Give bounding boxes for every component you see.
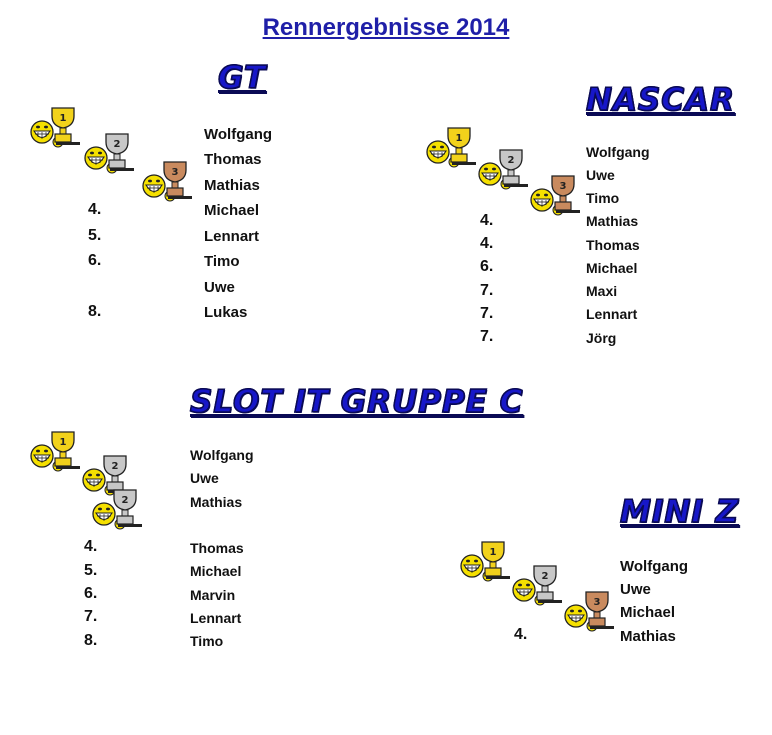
place-number: 5. — [84, 562, 98, 579]
gold-trophy-icon — [458, 538, 514, 582]
place-number: 4. — [514, 626, 528, 643]
place-number: 4. — [480, 235, 494, 252]
trophy-rank: 1 — [59, 437, 67, 448]
driver-name: Lennart — [190, 610, 242, 626]
silver-trophy-icon — [510, 562, 566, 606]
driver-name: Mathias — [204, 177, 260, 194]
section-title-mini-z: MINI Z — [620, 494, 740, 530]
gold-trophy-icon — [424, 124, 480, 168]
section-title-slot-it-gruppe-c: SLOT IT GRUPPE C — [190, 384, 524, 420]
gold-trophy-icon — [28, 428, 84, 472]
trophy-rank: 1 — [455, 133, 463, 144]
trophy-rank: 2 — [111, 461, 119, 472]
driver-name: Michael — [620, 604, 676, 621]
place-number: 8. — [84, 632, 98, 649]
driver-name: Maxi — [586, 283, 618, 299]
silver-trophy-icon — [82, 130, 138, 174]
driver-name: Mathias — [586, 213, 639, 229]
bronze-trophy-icon — [562, 588, 618, 632]
place-number: 7. — [480, 328, 494, 345]
place-number: 7. — [480, 282, 494, 299]
trophy-rank: 3 — [171, 167, 179, 178]
driver-name: Uwe — [620, 581, 651, 598]
driver-name: Lukas — [204, 304, 248, 321]
section-title-gt: GT — [218, 60, 267, 96]
section-title-nascar: NASCAR — [586, 82, 735, 118]
place-number: 4. — [84, 538, 98, 555]
trophy-rank: 1 — [59, 113, 67, 124]
driver-name: Marvin — [190, 587, 236, 603]
driver-name: Wolfgang — [204, 126, 273, 143]
driver-name: Thomas — [204, 151, 262, 168]
gold-trophy-icon — [28, 104, 84, 148]
driver-name: Thomas — [190, 540, 244, 556]
driver-name: Uwe — [190, 470, 219, 486]
driver-name: Mathias — [620, 628, 676, 645]
driver-name: Jörg — [586, 330, 617, 346]
driver-name: Timo — [204, 253, 240, 270]
place-number: 4. — [88, 201, 102, 218]
trophy-rank: 2 — [507, 155, 515, 166]
place-number: 6. — [88, 252, 102, 269]
driver-name: Wolfgang — [190, 447, 254, 463]
place-number: 5. — [88, 227, 102, 244]
driver-name: Uwe — [204, 279, 235, 296]
driver-name: Mathias — [190, 494, 243, 510]
place-number: 6. — [480, 258, 494, 275]
driver-name: Michael — [586, 260, 638, 276]
bronze-trophy-icon — [140, 158, 196, 202]
place-number: 8. — [88, 303, 102, 320]
driver-name: Timo — [586, 190, 620, 206]
trophy-rank: 2 — [113, 139, 121, 150]
page-title: Rennergebnisse 2014 — [262, 14, 510, 41]
driver-name: Lennart — [586, 306, 638, 322]
driver-name: Wolfgang — [620, 558, 689, 575]
driver-name: Michael — [190, 563, 242, 579]
trophy-rank: 2 — [121, 495, 129, 506]
bronze-trophy-icon — [528, 172, 584, 216]
place-number: 6. — [84, 585, 98, 602]
silver-trophy-icon — [476, 146, 532, 190]
trophy-rank: 2 — [541, 571, 549, 582]
trophy-rank: 1 — [489, 547, 497, 558]
place-number: 7. — [84, 608, 98, 625]
driver-name: Thomas — [586, 237, 640, 253]
place-number: 4. — [480, 212, 494, 229]
silver-trophy-icon — [90, 486, 146, 530]
trophy-rank: 3 — [593, 597, 601, 608]
driver-name: Lennart — [204, 228, 260, 245]
driver-name: Michael — [204, 202, 260, 219]
driver-name: Timo — [190, 633, 224, 649]
driver-name: Wolfgang — [586, 144, 650, 160]
driver-name: Uwe — [586, 167, 615, 183]
trophy-rank: 3 — [559, 181, 567, 192]
place-number: 7. — [480, 305, 494, 322]
